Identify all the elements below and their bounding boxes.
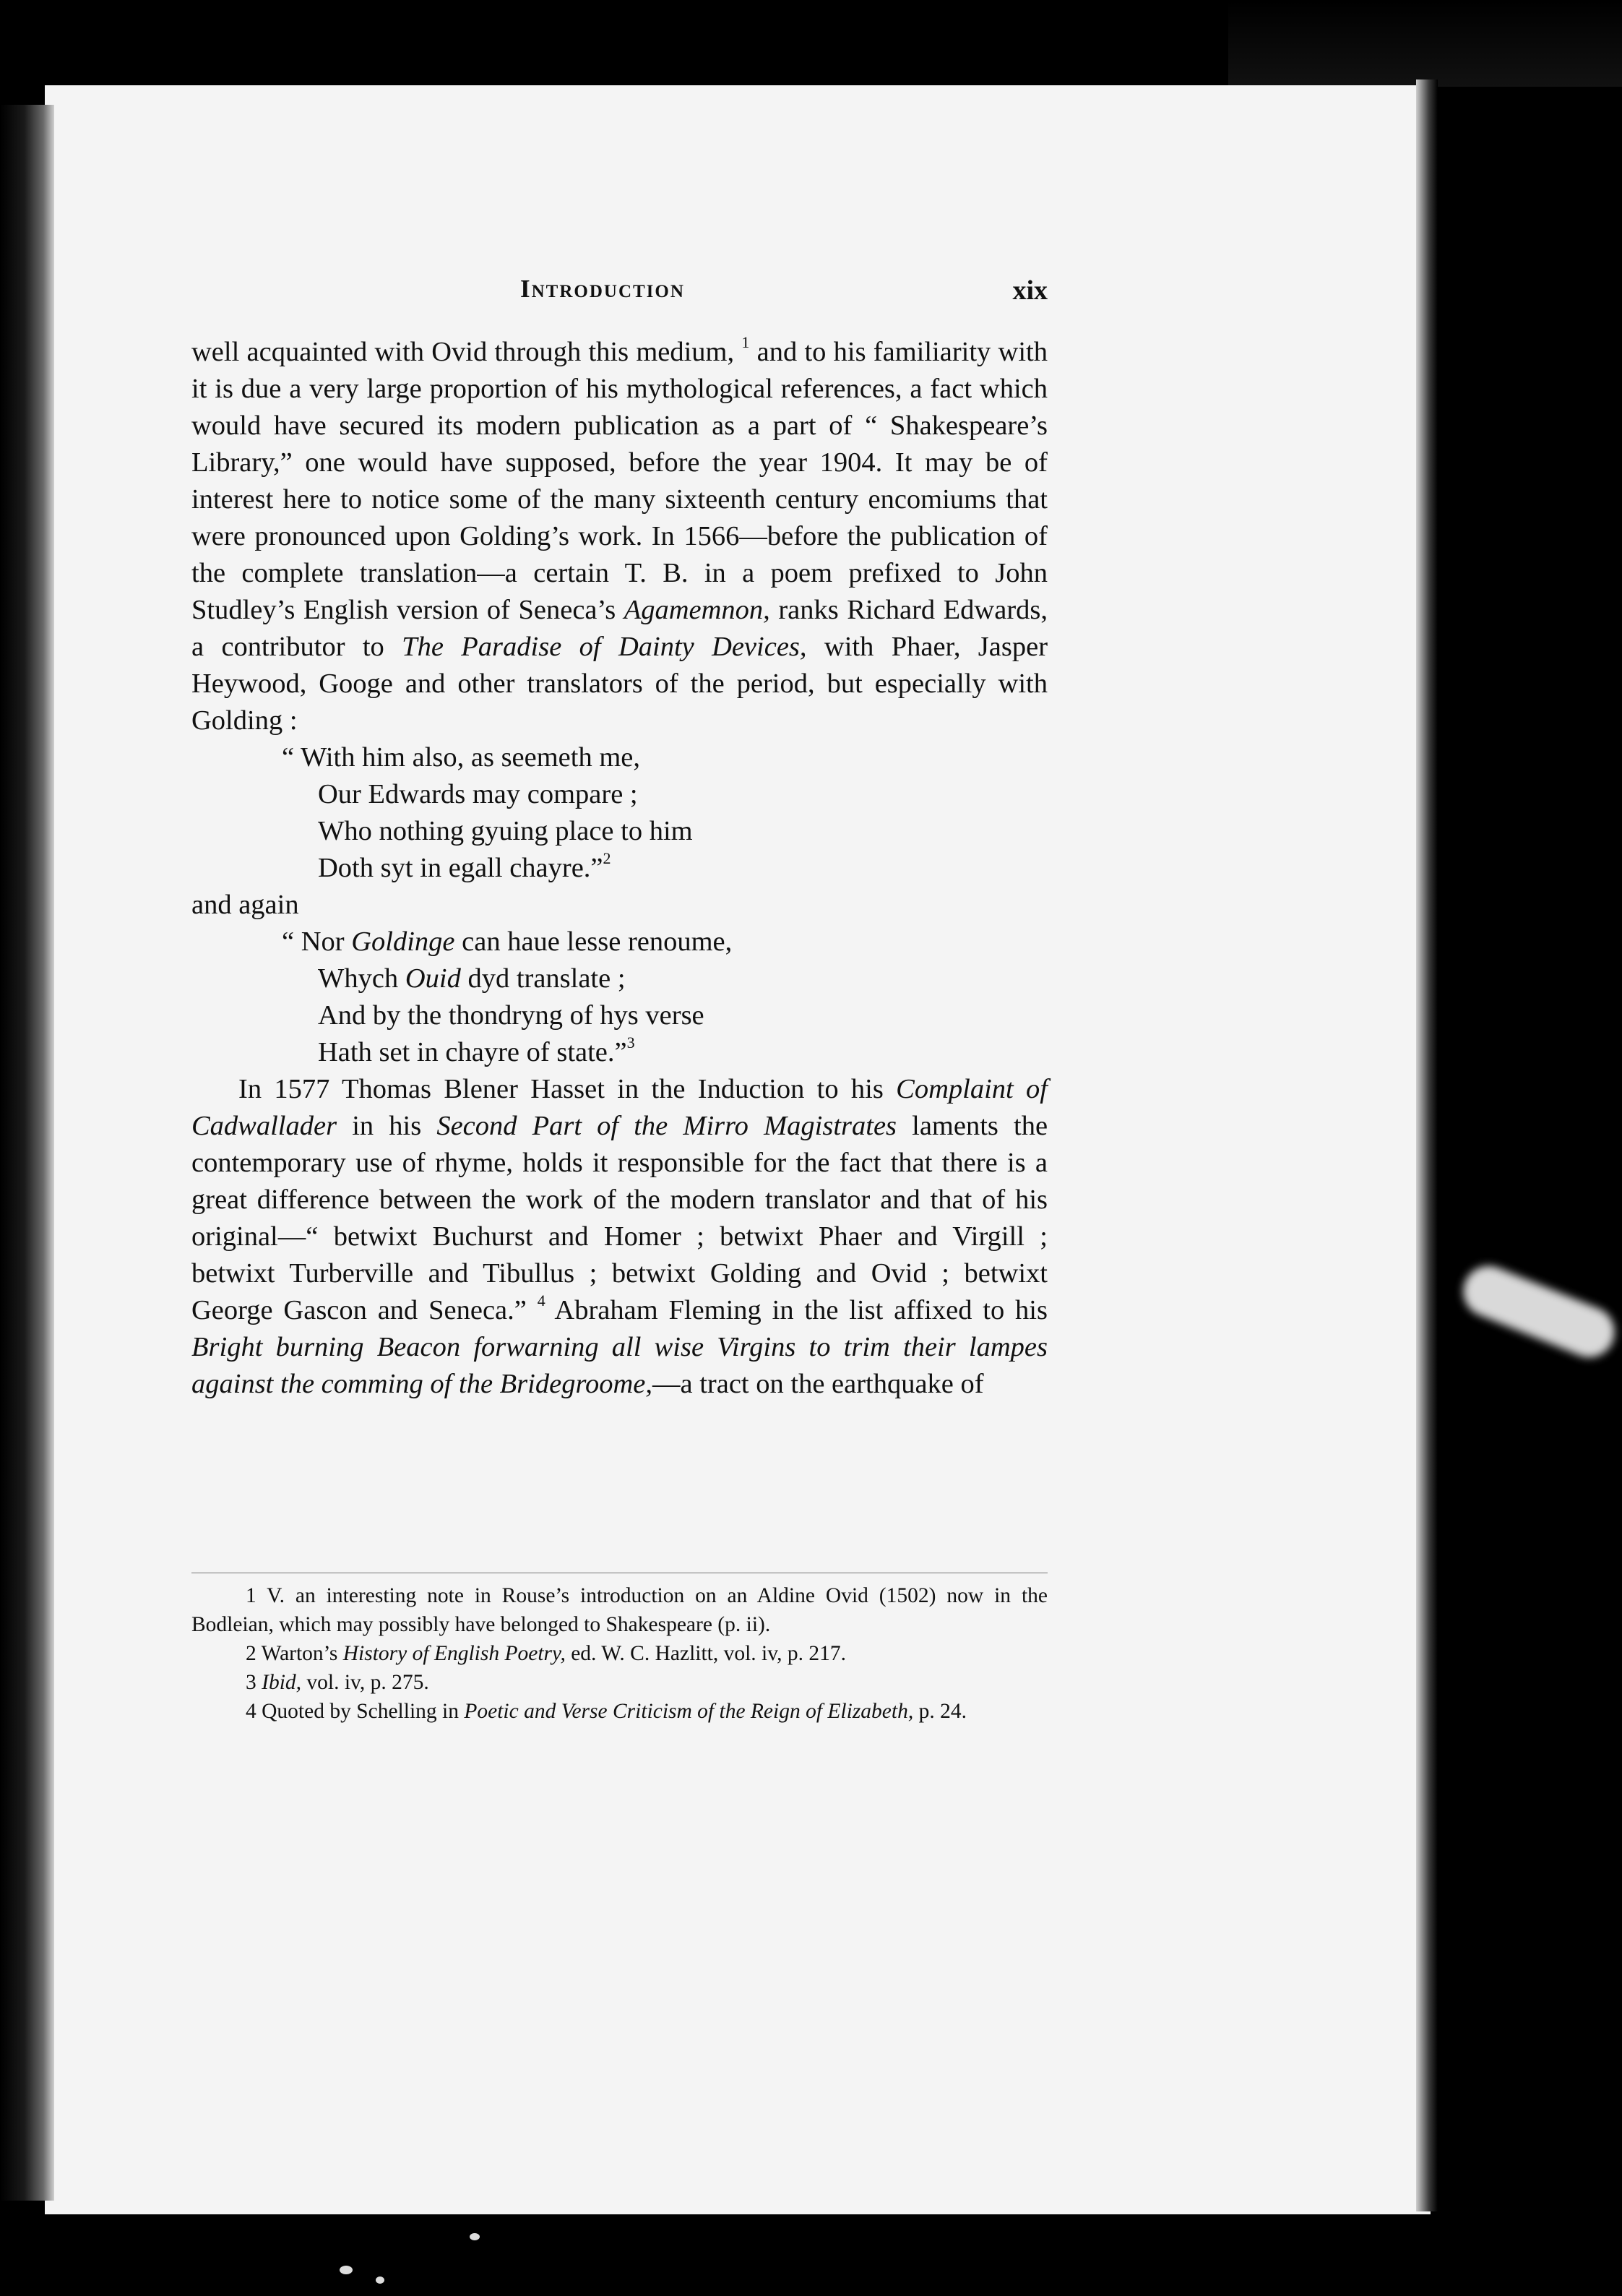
running-head-title: Introduction [520,275,685,303]
text-run: vol. iv, p. 275. [306,1671,429,1694]
italic-title: The Paradise of Dainty Devices, [402,632,807,662]
book-spine-shadow [0,105,54,2201]
verse-line [191,924,1048,960]
text-run: and to his familiarity with it is due a very large proportion of his mythological references, a fact which would have secured its modern publication as a part of “ Shakespeare’s Library,” one would have supposed, before the year 1904. It may be of interest here to notice some of the many sixteenth century encomiums that were pronounced upon Golding’s work. In 1566—before the publication of the complete translation—a certain T. B. in a poem prefixed to John Studley’s English version of Seneca’s [191,337,1048,625]
text-run: p. 24. [918,1700,967,1723]
verse-line: “ With him also, as seemeth me, [282,742,640,773]
italic-title: Magistrates [764,1111,897,1141]
verse-quotation-2 [191,924,1048,1071]
text-run: Abraham Fleming in the list affixed to his [554,1295,1048,1325]
scan-top-dark-band [1228,0,1622,87]
verse-line [191,1034,1048,1071]
paragraph [191,1071,1048,1403]
text-run: ed. W. C. Hazlitt, vol. iv, p. 217. [571,1642,846,1665]
italic-name: Goldinge [351,926,455,957]
verse-line [191,960,1048,997]
page-number: xix [1012,275,1048,306]
text-run: dyd translate ; [467,963,626,994]
italic-title: Bright burning Beacon forwarning all wise Virgins to trim their lampes against the comming of the Bridegroome, [191,1332,1048,1399]
text-run: with Phaer, Jasper Heywood, Googe and other translators of the period, but especially with Golding : [191,632,1048,736]
dust-speck [340,2266,353,2274]
dust-speck [376,2276,384,2284]
paragraph [191,334,1048,739]
italic-title: Complaint of Cadwallader [191,1074,1048,1141]
light-glare [1456,1258,1622,1364]
italic-name: Ouid [405,963,461,994]
footnote-ref: 4 [537,1291,545,1310]
text-run: 4 Quoted by Schelling in [246,1700,459,1723]
running-head [191,275,1048,318]
text-run: In 1577 Thomas Blener Hasset in the Induction to his [238,1074,884,1104]
footnotes [191,1581,1048,1726]
text-run: in his [352,1111,422,1141]
text-run: 2 Warton’s [246,1642,338,1665]
italic-title: Agamemnon, [624,595,770,625]
text-run: Hath set in chayre of state.” [318,1037,627,1067]
page-edge-shadow [1416,79,1438,2211]
verse-quotation-1 [191,739,1048,887]
footnote-ref: 2 [603,849,611,868]
text-run: can haue lesse renoume, [462,926,733,957]
italic-title: Poetic and Verse Criticism of the Reign of Elizabeth, [464,1700,914,1723]
footnote-ref: 1 [741,333,750,352]
italic-title: History of English Poetry, [342,1642,566,1665]
footnote-4 [191,1697,1048,1726]
and-again-line: and again [191,890,299,920]
text-run: laments the contemporary use of rhyme, holds it responsible for the fact that there is a great difference between the work of the modern translator and that of his original—“ betwixt Buchurst and Homer ; betwixt Phaer and Virgill ; betwixt Turberville and Tibullus ; betwixt Golding and Ovid ; betwixt George Gascon and Seneca.” [191,1111,1048,1325]
text-run: 3 [246,1671,256,1694]
verse-line: And by the thondryng of hys verse [318,1000,704,1031]
italic-title: Ibid, [262,1671,302,1694]
verse-line [191,850,1048,887]
italic-title: Second Part of the Mirro [436,1111,749,1141]
text-run: Whych [318,963,399,994]
footnote-3 [191,1668,1048,1697]
verse-line: Who nothing gyuing place to him [318,816,693,846]
verse-line: Our Edwards may compare ; [318,779,638,809]
footnote-1: 1 V. an interesting note in Rouse’s introduction on an Aldine Ovid (1502) now in the Bodleian, which may possibly have belonged to Shakespeare (p. ii). [191,1584,1048,1636]
text-run: ranks Richard Edwards, a contributor to [191,595,1048,662]
text-run: “ Nor [282,926,345,957]
text-run: well acquainted with Ovid through this medium, [191,337,735,367]
footnote-2 [191,1639,1048,1668]
text-run: —a tract on the earthquake of [652,1369,984,1399]
text-run: Doth syt in egall chayre.” [318,853,603,883]
body-text [191,334,1048,1403]
footnote-ref: 3 [626,1033,635,1052]
dust-speck [470,2233,480,2240]
